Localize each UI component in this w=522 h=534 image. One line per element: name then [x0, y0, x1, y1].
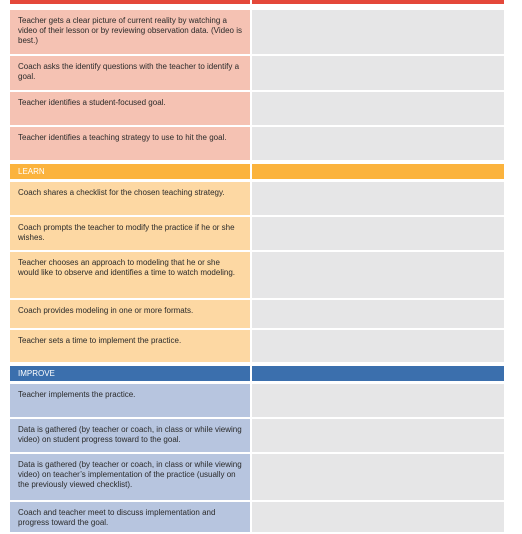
table-row	[10, 127, 504, 160]
notes-cell	[252, 10, 504, 54]
notes-cell	[252, 182, 504, 215]
table-row	[10, 502, 504, 532]
table-row	[10, 217, 504, 250]
identify-step-3: Teacher identifies a student-focused goal.	[10, 92, 250, 125]
table-row	[10, 92, 504, 125]
table-row	[10, 252, 504, 298]
learn-header	[10, 164, 504, 179]
improve-step-4: Coach and teacher meet to discuss implementation and progress toward the goal.	[10, 502, 250, 532]
table-row	[10, 454, 504, 500]
learn-step-3: Teacher chooses an approach to modeling that he or she would like to observe and identifies a time to watch modeling.	[10, 252, 250, 298]
notes-cell	[252, 252, 504, 298]
table-row	[10, 384, 504, 417]
learn-step-5: Teacher sets a time to implement the practice.	[10, 330, 250, 362]
improve-step-2: Data is gathered (by teacher or coach, in class or while viewing video) on student progress toward to the goal.	[10, 419, 250, 452]
table-row	[10, 182, 504, 215]
notes-cell	[252, 454, 504, 500]
learn-step-2: Coach prompts the teacher to modify the practice if he or she wishes.	[10, 217, 250, 250]
learn-step-1: Coach shares a checklist for the chosen teaching strategy.	[10, 182, 250, 215]
notes-cell	[252, 502, 504, 532]
improve-step-3: Data is gathered (by teacher or coach, in class or while viewing video) on teacher’s implementation of the practice (usually on the previously viewed checklist).	[10, 454, 250, 500]
notes-cell	[252, 217, 504, 250]
table-row	[10, 419, 504, 452]
identify-step-1: Teacher gets a clear picture of current reality by watching a video of their lesson or by reviewing observation data. (Video is best.)	[10, 10, 250, 54]
improve-step-1: Teacher implements the practice.	[10, 384, 250, 417]
identify-step-4: Teacher identifies a teaching strategy to use to hit the goal.	[10, 127, 250, 160]
notes-cell	[252, 384, 504, 417]
notes-cell	[252, 419, 504, 452]
identify-step-2: Coach asks the identify questions with the teacher to identify a goal.	[10, 56, 250, 90]
improve-header	[10, 366, 504, 381]
notes-cell	[252, 56, 504, 90]
learn-header-label: LEARN	[10, 164, 250, 179]
notes-cell	[252, 92, 504, 125]
identify-header	[10, 0, 504, 4]
learn-step-4: Coach provides modeling in one or more formats.	[10, 300, 250, 328]
coaching-cycle-table	[10, 0, 504, 534]
table-row	[10, 300, 504, 328]
table-row	[10, 56, 504, 90]
notes-cell	[252, 300, 504, 328]
notes-cell	[252, 127, 504, 160]
table-row	[10, 10, 504, 54]
improve-header-label: IMPROVE	[10, 366, 250, 381]
notes-cell	[252, 330, 504, 362]
table-row	[10, 330, 504, 362]
